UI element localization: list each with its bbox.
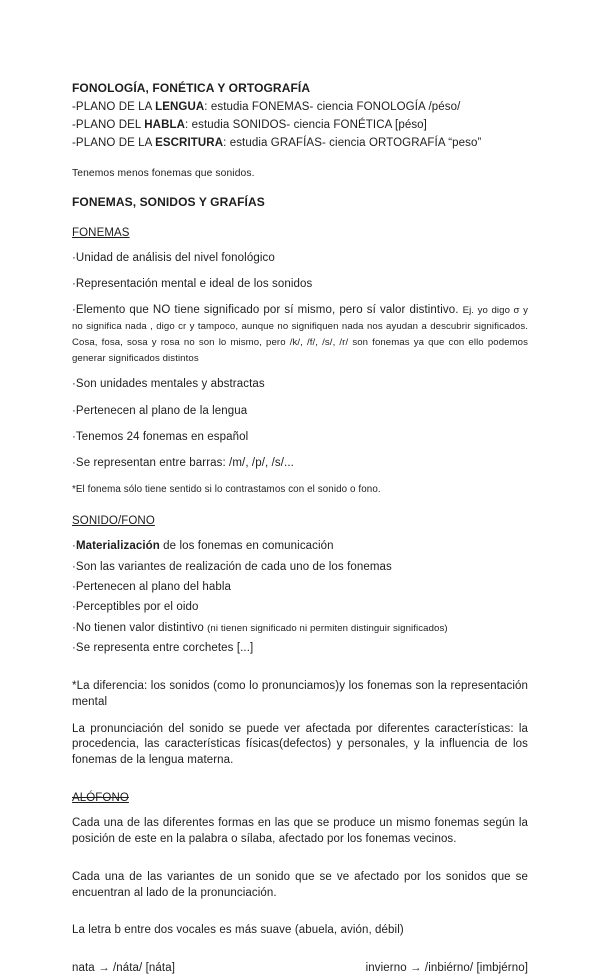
sonido-bullet-plano-habla: ·Pertenecen al plano del habla (72, 580, 232, 593)
example-nata: nata → /náta/ [náta] (72, 962, 176, 975)
heading-sonido-fono: SONIDO/FONO (72, 515, 155, 528)
sonido-bullet-perceptibles: ·Perceptibles por el oido (72, 601, 199, 614)
plano-habla-line (72, 118, 528, 134)
heading-alofono: ALÓFONO (72, 792, 129, 805)
doc-title: FONOLOGÍA, FONÉTICA Y ORTOGRAFÍA (72, 81, 311, 95)
plano-escritura-bold: ESCRITURA (155, 137, 224, 150)
fonemas-bullet-plano-lengua: ·Pertenecen al plano de la lengua (72, 404, 248, 417)
plano-lengua-line (72, 100, 528, 116)
plano-escritura-post: : estudia GRAFÍAS- ciencia ORTOGRAFÍA “peso” (223, 137, 482, 150)
fonemas-bullet-unidades-mentales: ·Son unidades mentales y abstractas (72, 378, 265, 391)
fonemas-bullet-elemento (72, 303, 528, 366)
fonemas-footnote: *El fonema sólo tiene sentido si lo contrastamos con el sonido o fono. (72, 483, 381, 495)
heading-fonemas: FONEMAS (72, 226, 130, 239)
alofono-para-variantes: Cada una de las variantes de un sonido que se ve afectado por los sonidos que se encuentran al lado de la pronunciación. (72, 870, 528, 899)
note-fonemas-sonidos: Tenemos menos fonemas que sonidos. (72, 168, 255, 180)
section-heading-fonemas-sonidos-grafias: FONEMAS, SONIDOS Y GRAFÍAS (72, 195, 265, 210)
sonido-no-distintivo-parenthetical: (ni tienen significado ni permiten distinguir significados) (207, 622, 448, 634)
sonido-materializacion-post: de los fonemas en comunicación (159, 540, 334, 553)
alofono-para-formas: Cada una de las diferentes formas en las que se produce un mismo fonemas según la posición de este en la palabra o sílaba, afectado por los fonemas vecinos. (72, 817, 528, 845)
alofono-examples-row (72, 961, 528, 977)
sonido-materializacion-pre: · (72, 540, 76, 553)
alofono-para-letra-b: La letra b entre dos vocales es más suave (abuela, avión, débil) (72, 924, 404, 937)
para-diferencia: *La diferencia: los sonidos (como lo pronunciamos)y los fonemas son la representación mental (72, 679, 528, 708)
sonido-bullet-corchetes: ·Se representa entre corchetes [...] (72, 642, 254, 654)
fonemas-elemento-ejemplo: Ej. yo digo σ y no significa nada , digo cr y tampoco, aunque no signifiquen nada nos ayudan a descubrir significados. Cosa, fosa, sosa y rosa no son lo mismo, pero /k/, /f/, /s/, /r/ son fonemas ya que con ello podemos generar significados distintos (72, 305, 528, 365)
sonido-bullet-variantes: ·Son las variantes de realización de cada uno de los fonemas (72, 560, 392, 573)
plano-habla-pre: -PLANO DEL (72, 118, 145, 131)
fonemas-elemento-main: ·Elemento que NO tiene significado por sí mismo, pero sí valor distintivo. (72, 304, 463, 317)
example-invierno: invierno → /inbiérno/ [imbjérno] (365, 962, 528, 975)
plano-lengua-post: : estudia FONEMAS- ciencia FONOLOGÍA /péso/ (204, 100, 461, 113)
fonemas-bullet-barras: ·Se representan entre barras: /m/, /p/, /s/... (72, 457, 294, 470)
plano-habla-bold: HABLA (144, 118, 186, 131)
sonido-no-distintivo-main: ·No tienen valor distintivo (72, 621, 208, 634)
para-pronunciacion: La pronunciación del sonido se puede ver afectada por diferentes características: la procedencia, las características físicas(defectos) y personales, y la influencia de los fonemas de la lengua materna. (72, 722, 528, 767)
sonido-materializacion-bold: Materialización (75, 540, 160, 553)
fonemas-bullet-representacion: ·Representación mental e ideal de los sonidos (72, 278, 313, 291)
plano-escritura-pre: -PLANO DE LA (72, 137, 156, 150)
sonido-bullet-materializacion (72, 539, 528, 555)
sonido-bullet-no-distintivo (72, 621, 528, 637)
plano-lengua-pre: -PLANO DE LA (72, 100, 156, 113)
fonemas-bullet-24-fonemas: ·Tenemos 24 fonemas en español (72, 431, 249, 444)
plano-habla-post: : estudia SONIDOS- ciencia FONÉTICA [péso] (185, 118, 427, 131)
plano-lengua-bold: LENGUA (155, 100, 205, 113)
plano-escritura-line (72, 136, 528, 152)
fonemas-bullet-unidad: ·Unidad de análisis del nivel fonológico (72, 251, 275, 264)
